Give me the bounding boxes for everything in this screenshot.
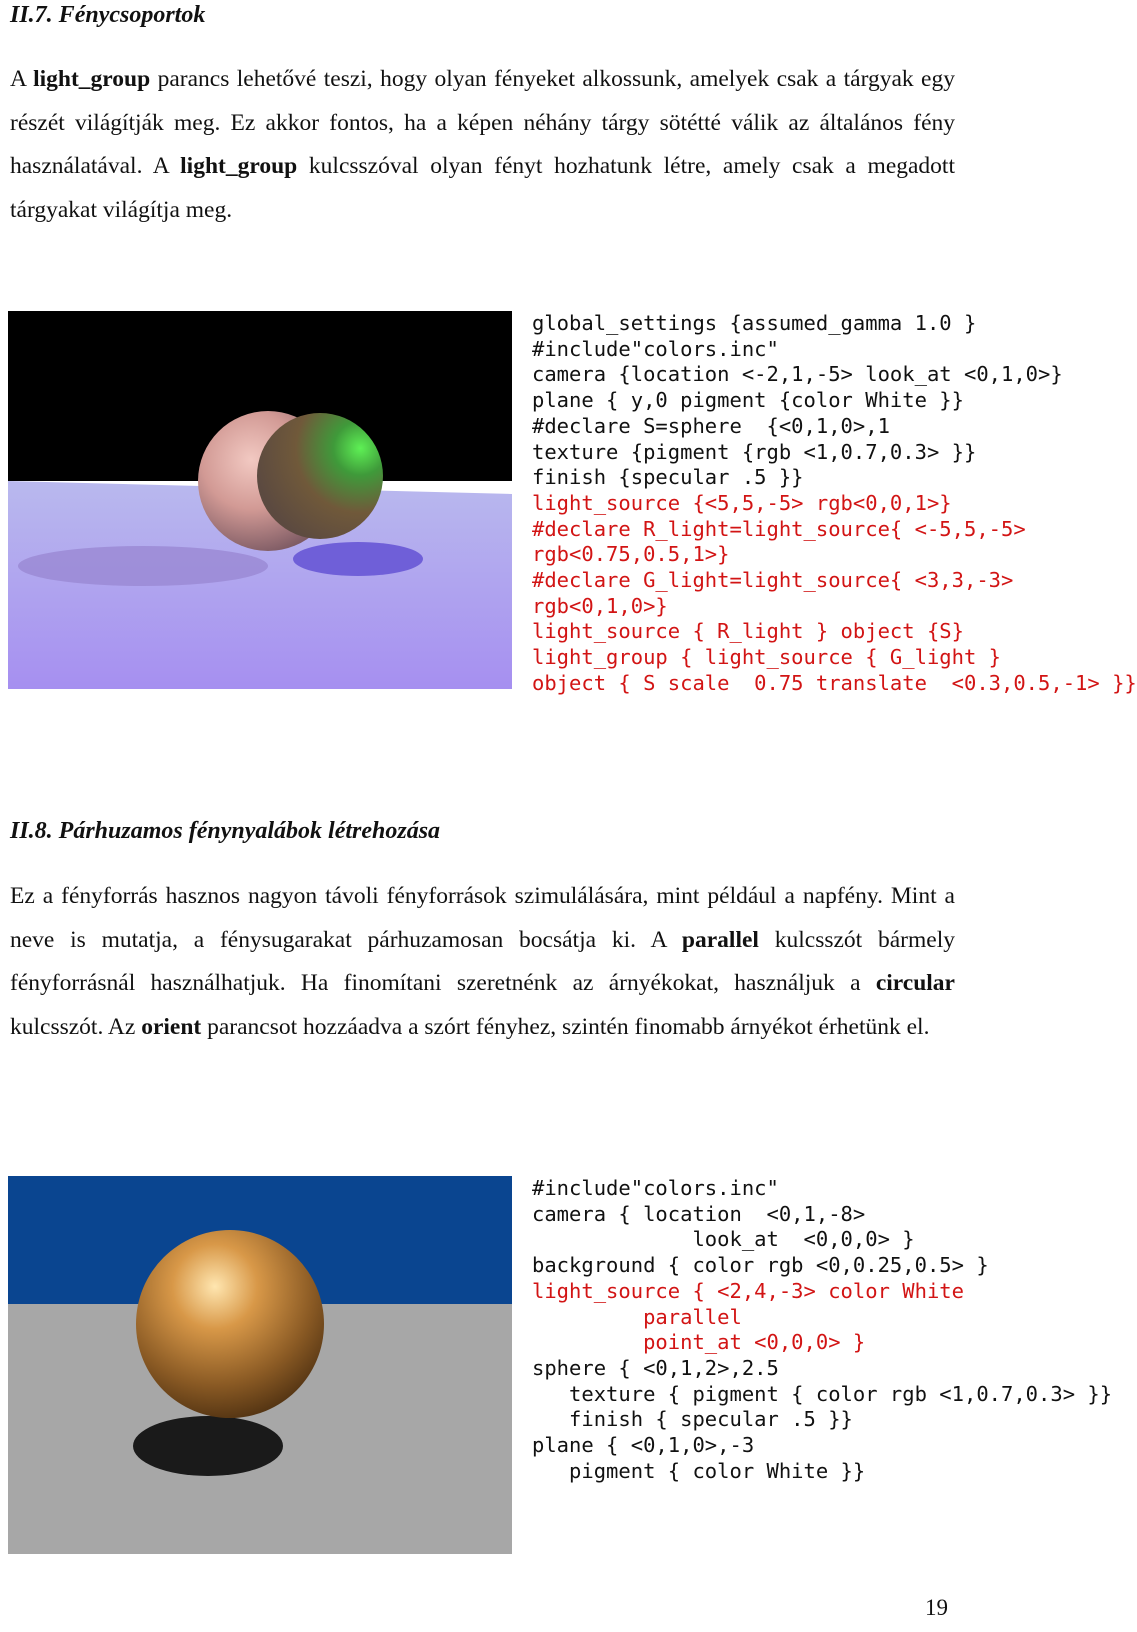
code-line: global_settings {assumed_gamma 1.0 } (532, 311, 977, 335)
code-line: look_at <0,0,0> } (532, 1227, 915, 1252)
code-line: camera { location <0,1,-8> (532, 1201, 866, 1226)
code-line: #include"colors.inc" (532, 1176, 779, 1200)
code-line: #declare G_light=light_source{ <3,3,-3> (532, 568, 1014, 593)
section1-paragraph (10, 58, 955, 232)
section-heading-light-groups: II.7. Fénycsoportok (10, 2, 206, 28)
paragraph-text: kulcsszót. Az (10, 1013, 142, 1040)
code-line: #declare R_light=light_source{ <-5,5,-5> (532, 516, 1026, 541)
keyword-text: parallel (681, 926, 759, 953)
paragraph-text: A (10, 66, 34, 92)
paragraph-text: parancsot hozzáadva a szórt fényhez, szintén finomabb árnyékot érhetünk el. (201, 1013, 930, 1040)
code-line: camera {location <-2,1,-5> look_at <0,1,0>} (532, 362, 1063, 387)
code-line: finish {specular .5 }} (532, 465, 804, 490)
code-line: rgb<0,1,0>} (532, 593, 668, 618)
code-line: plane { y,0 pigment {color White }} (532, 388, 964, 413)
paragraph-text: parancs lehetővé teszi, hogy olyan fényeket alkossunk, amelyek csak a tárgyak egy részét világítják meg. Ez akkor fontos, ha a képen néhány tárgy sötétté válik az általános fény használatával. A (10, 66, 955, 179)
code-line: #include"colors.inc" (532, 336, 779, 361)
code-line: texture {pigment {rgb <1,0.7,0.3> }} (532, 439, 977, 464)
paragraph-text: kulcsszóval olyan fényt hozhatunk létre, amely csak a megadott tárgyakat világítja meg. (10, 153, 955, 223)
code-line: rgb<0.75,0.5,1>} (532, 542, 730, 567)
paragraph-text: Ez a fényforrás hasznos nagyon távoli fényforrások szimulálására, mint például a napfény. Mint a neve is mutatja, a fénysugarakat párhuzamosan bocsátja ki. A (10, 883, 955, 953)
code-line: sphere { <0,1,2>,2.5 (532, 1355, 779, 1380)
keyword-text: orient (141, 1013, 202, 1040)
code-line: finish { specular .5 }} (532, 1407, 853, 1432)
paragraph-text: kulcsszót bármely fényforrásnál használhatjuk. Ha finomítani szeretnénk az árnyékokat, használjuk a (10, 926, 955, 996)
code-line: point_at <0,0,0> } (532, 1330, 866, 1355)
code-line: plane { <0,1,0>,-3 (532, 1433, 755, 1458)
code-line: light_group { light_source { G_light } (532, 645, 1001, 670)
shadow-left (18, 546, 268, 586)
code-listing-parallel (532, 1176, 1112, 1484)
code-line: pigment { color White }} (532, 1458, 866, 1483)
code-line: object { S scale 0.75 translate <0.3,0.5,-1> }} (532, 670, 1137, 695)
code-line: light_source { <2,4,-3> color White (532, 1278, 964, 1303)
code-line: parallel (532, 1304, 742, 1329)
page-number: 19 (925, 1595, 948, 1620)
code-line: texture { pigment { color rgb <1,0.7,0.3> }} (532, 1381, 1113, 1406)
keyword-text: light_group (180, 153, 298, 179)
code-line: #declare S=sphere {<0,1,0>,1 (532, 413, 890, 438)
green-sphere (257, 413, 383, 539)
keyword-text: circular (875, 970, 955, 996)
code-line: background { color rgb <0,0.25,0.5> } (532, 1253, 989, 1278)
shadow-right (293, 542, 423, 576)
orange-sphere (136, 1230, 324, 1418)
render-image-parallel (8, 1176, 512, 1554)
code-line: light_source { R_light } object {S} (532, 619, 964, 644)
section-heading-parallel-beams: II.8. Párhuzamos fénynyalábok létrehozása (10, 818, 441, 844)
keyword-text: light_group (33, 66, 151, 92)
render-image-light-group (8, 311, 512, 689)
section2-paragraph (10, 875, 955, 1049)
code-listing-light-group (532, 311, 1137, 697)
code-line: light_source {<5,5,-5> rgb<0,0,1>} (532, 490, 952, 515)
sphere-shadow (133, 1416, 283, 1476)
